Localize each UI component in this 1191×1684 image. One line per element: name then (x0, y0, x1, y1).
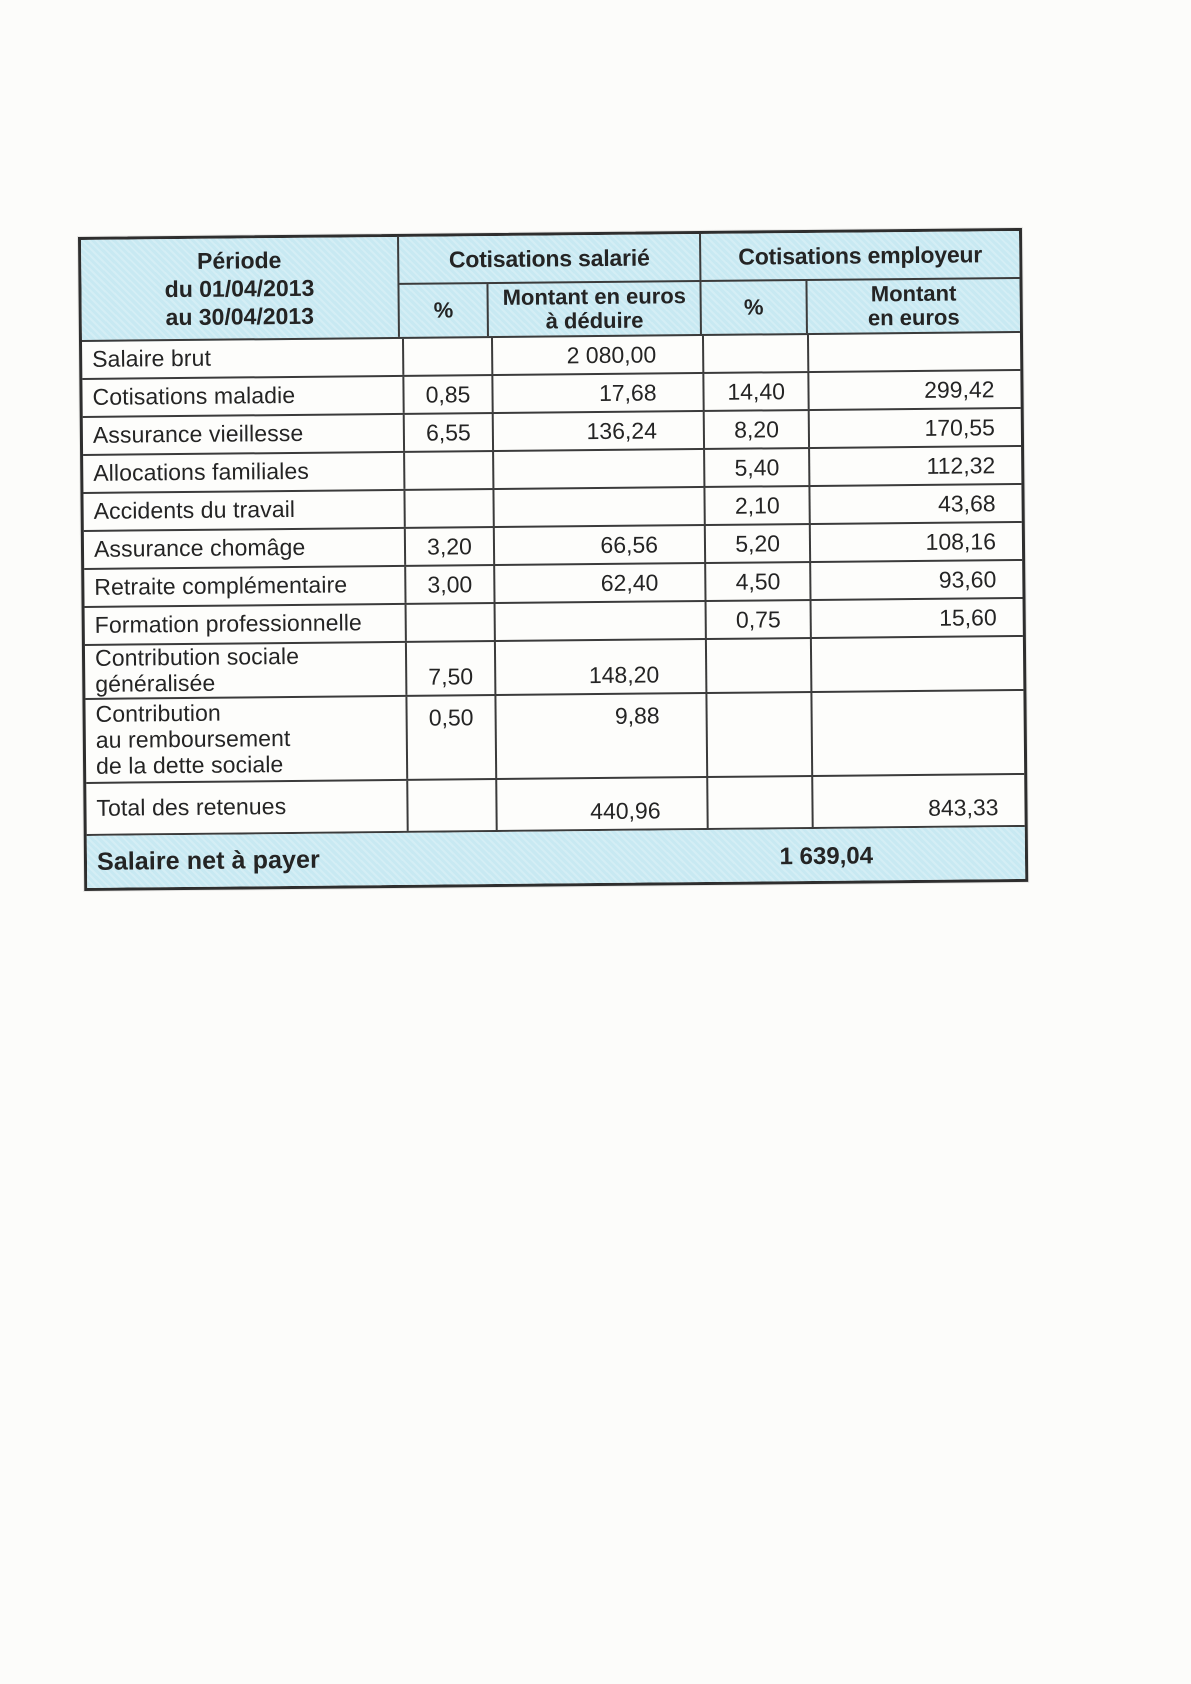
employer-percent-cell (707, 639, 813, 692)
employer-percent-header: % (701, 281, 807, 334)
employer-amount-cell: 93,60 (938, 566, 997, 593)
employee-percent-cell: 7,50 (407, 642, 497, 695)
row-label: Allocations familiales (83, 453, 405, 492)
employer-percent-cell (704, 335, 810, 372)
employer-percent-cell: 8,20 (705, 411, 811, 448)
row-label: Assurance vieillesse (83, 415, 405, 454)
employee-percent-cell (404, 338, 494, 375)
employer-percent-cell (707, 693, 813, 776)
employee-amount-header: Montant en euros à déduire (502, 282, 687, 334)
employer-percent-cell: 0,75 (707, 601, 813, 638)
employee-percent-cell (408, 780, 498, 831)
employee-percent-cell (405, 490, 495, 527)
employee-amount-cell: 17,68 (494, 374, 705, 412)
employee-percent-cell: 3,00 (406, 566, 496, 603)
payslip-table (78, 228, 1028, 891)
employee-amount-cell: 440,96 (497, 778, 708, 830)
employee-amount-cell: 2 080,00 (493, 336, 704, 374)
employer-amount-cell (809, 333, 1020, 371)
row-label: Cotisations maladie (82, 377, 404, 416)
row-label: Contribution sociale généralisée (85, 643, 407, 698)
employee-percent-cell (405, 452, 495, 489)
employer-amount-cell: 108,16 (925, 528, 997, 555)
employer-amount-cell: 15,60 (938, 604, 997, 631)
row-label: Contribution au remboursement de la dette sociale (85, 697, 408, 782)
period-header-cell: Période du 01/04/2013 au 30/04/2013 (81, 237, 400, 340)
employee-amount-cell (494, 450, 705, 488)
employer-amount-cell (812, 637, 1023, 691)
employee-amount-cell: 148,20 (496, 640, 707, 694)
table-row-csg (85, 637, 1023, 700)
employer-amount-cell: 843,33 (928, 794, 999, 821)
employee-amount-cell (495, 488, 706, 526)
employee-percent-cell (406, 604, 496, 641)
employee-group-title: Cotisations salarié (399, 234, 699, 285)
employer-amount-cell: 112,32 (926, 452, 996, 479)
employer-amount-header: Montant en euros (867, 280, 960, 331)
net-salary-label: Salaire net à payer (96, 845, 320, 876)
employee-percent-cell: 0,50 (407, 696, 497, 779)
employer-percent-cell (708, 777, 814, 828)
row-label: Total des retenues (86, 781, 408, 834)
employee-amount-cell: 66,56 (495, 526, 706, 564)
employee-contributions-group (399, 234, 702, 337)
employee-percent-header: % (399, 284, 489, 337)
employer-amount-cell: 170,55 (924, 414, 995, 441)
employer-amount-cell: 299,42 (924, 376, 995, 403)
row-label: Salaire brut (82, 339, 404, 378)
employee-percent-cell: 0,85 (404, 376, 494, 413)
employer-percent-cell: 4,50 (706, 563, 812, 600)
employer-contributions-group (701, 231, 1020, 334)
table-row-total-retenues (86, 775, 1024, 836)
employee-percent-cell: 3,20 (406, 528, 496, 565)
employer-percent-cell: 5,20 (706, 525, 812, 562)
employer-amount-cell (813, 691, 1024, 775)
employee-amount-cell: 9,88 (497, 694, 709, 778)
row-label: Assurance chomâge (84, 529, 406, 568)
employee-group-subheader (399, 282, 699, 337)
employer-group-subheader (701, 279, 1019, 334)
employee-percent-cell: 6,55 (405, 414, 495, 451)
row-label: Formation professionnelle (85, 605, 407, 644)
table-header (81, 231, 1020, 342)
employer-percent-cell: 2,10 (705, 487, 811, 524)
row-label: Accidents du travail (83, 491, 405, 530)
table-row-crds (85, 691, 1024, 784)
net-salary-row (87, 827, 1025, 888)
net-salary-amount: 1 639,04 (779, 842, 874, 871)
employer-group-title: Cotisations employeur (701, 231, 1019, 282)
employer-percent-cell: 14,40 (704, 373, 810, 410)
employer-percent-cell: 5,40 (705, 449, 811, 486)
employee-amount-cell: 62,40 (495, 564, 706, 602)
employee-amount-cell: 136,24 (494, 412, 705, 450)
employee-amount-cell (496, 602, 707, 640)
employer-amount-cell: 43,68 (937, 490, 996, 517)
row-label: Retraite complémentaire (84, 567, 406, 606)
